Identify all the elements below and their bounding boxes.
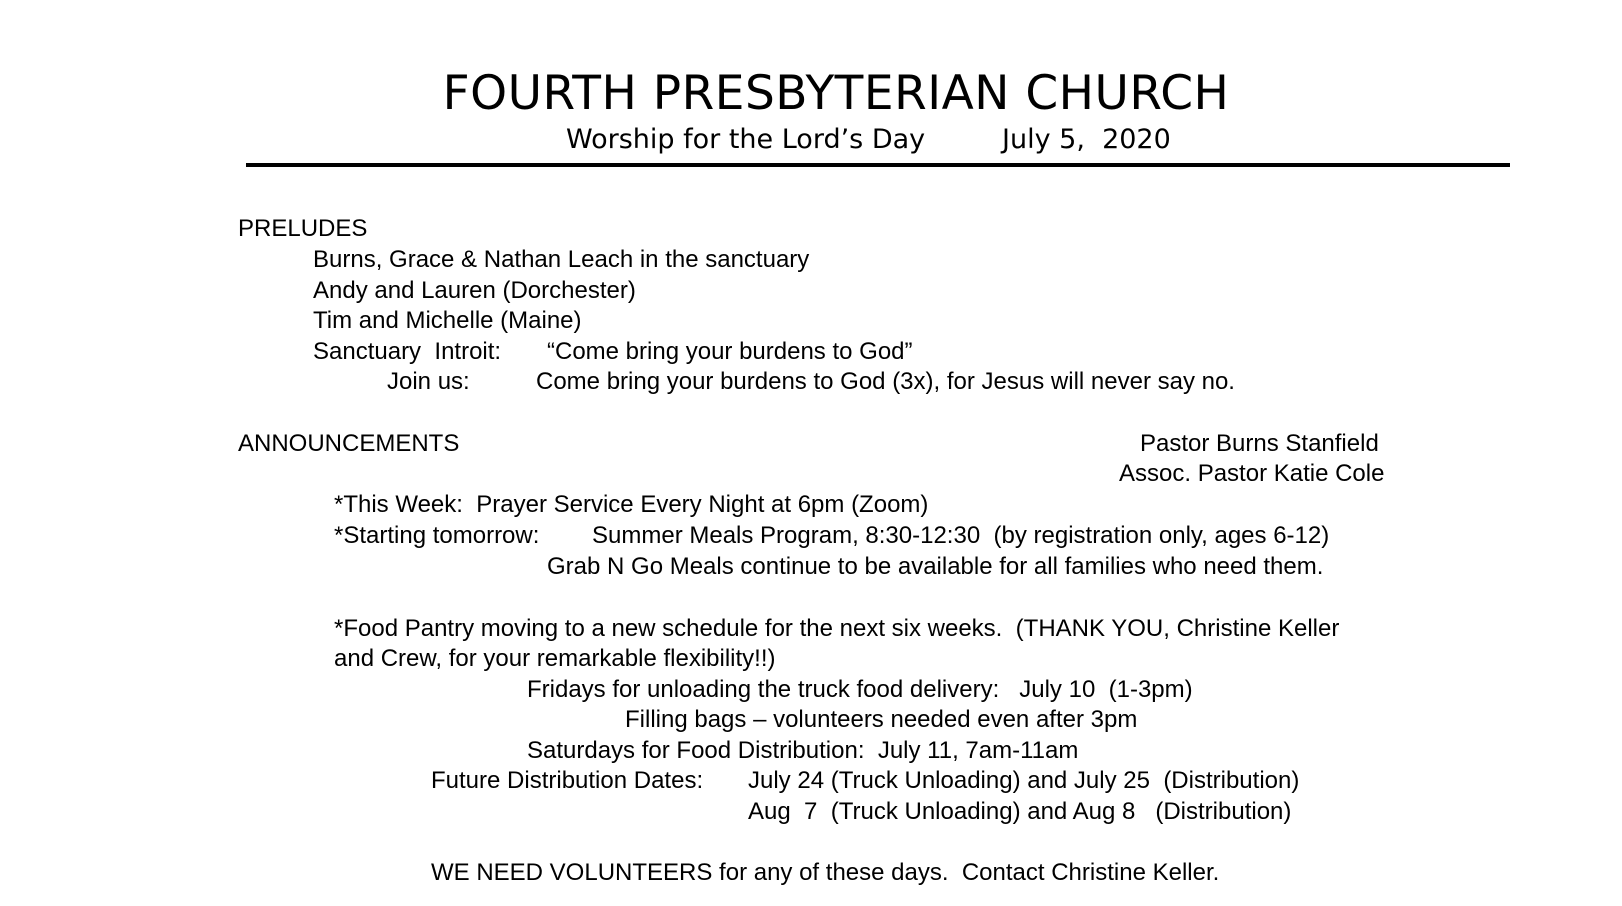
page-title: FOURTH PRESBYTERIAN CHURCH: [442, 66, 1230, 121]
future-dates-label: Future Distribution Dates:: [431, 767, 704, 794]
announcements-heading: ANNOUNCEMENTS: [238, 430, 460, 457]
volunteers-call: WE NEED VOLUNTEERS for any of these days. Contact Christine Keller.: [431, 859, 1220, 886]
grab-n-go-note: Grab N Go Meals continue to be available for all families who need them.: [547, 553, 1324, 580]
fridays-schedule: Fridays for unloading the truck food delivery: July 10 (1-3pm): [527, 676, 1193, 703]
prelude-line: Tim and Michelle (Maine): [313, 307, 582, 334]
food-pantry-announcement: *Food Pantry moving to a new schedule for the next six weeks. (THANK YOU, Christine Keller: [334, 615, 1340, 642]
this-week-announcement: *This Week: Prayer Service Every Night at 6pm (Zoom): [334, 491, 929, 518]
announcements-leader-2: Assoc. Pastor Katie Cole: [1119, 460, 1385, 487]
food-pantry-announcement-cont: and Crew, for your remarkable flexibility!!): [334, 645, 776, 672]
service-name: Worship for the Lord’s Day: [566, 124, 926, 155]
future-date-2: Aug 7 (Truck Unloading) and Aug 8 (Distribution): [748, 798, 1292, 825]
future-date-1: July 24 (Truck Unloading) and July 25 (Distribution): [748, 767, 1300, 794]
introit-title: “Come bring your burdens to God”: [547, 338, 913, 365]
starting-tomorrow-text: Summer Meals Program, 8:30-12:30 (by registration only, ages 6-12): [592, 522, 1330, 549]
starting-tomorrow-label: *Starting tomorrow:: [334, 522, 540, 549]
prelude-line: Andy and Lauren (Dorchester): [313, 277, 636, 304]
preludes-heading: PRELUDES: [238, 215, 368, 242]
introit-label: Sanctuary Introit:: [313, 338, 502, 365]
join-us-text: Come bring your burdens to God (3x), for Jesus will never say no.: [536, 368, 1235, 395]
announcements-leader-1: Pastor Burns Stanfield: [1140, 430, 1379, 457]
filling-bags-note: Filling bags – volunteers needed even after 3pm: [625, 706, 1138, 733]
join-us-label: Join us:: [387, 368, 470, 395]
service-date: July 5, 2020: [1002, 124, 1171, 155]
saturdays-schedule: Saturdays for Food Distribution: July 11, 7am-11am: [527, 737, 1079, 764]
prelude-line: Burns, Grace & Nathan Leach in the sanctuary: [313, 246, 810, 273]
header-divider: [246, 163, 1510, 167]
